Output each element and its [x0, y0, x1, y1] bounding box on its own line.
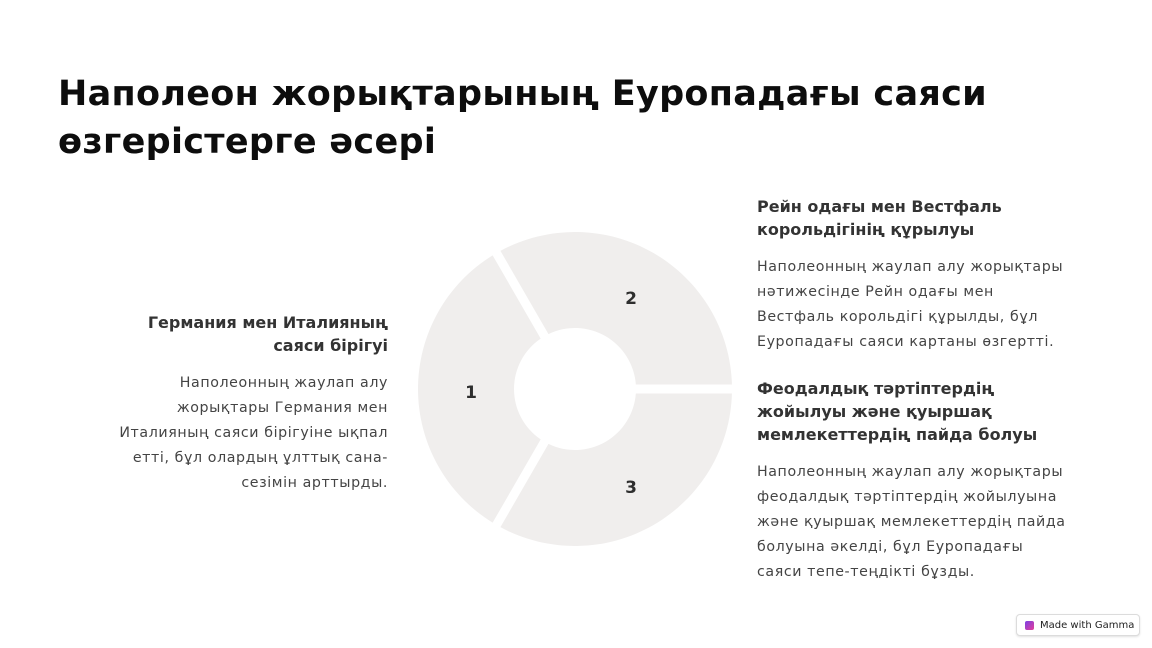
body-line: сезімін арттырды.: [241, 475, 388, 491]
segment-number-3: 3: [625, 478, 637, 498]
body-line: етті, бұл олардың ұлттық сана-: [132, 450, 388, 466]
donut-segment-2: [500, 232, 732, 385]
body-line: жорықтары Германия мен: [176, 400, 388, 416]
segment-number-1: 1: [465, 383, 477, 403]
body-line: Италияның саяси бірігуіне ықпал: [119, 425, 388, 441]
item-2-heading: [757, 195, 1107, 241]
body-line: және қуыршақ мемлекеттердің пайда: [757, 514, 1066, 530]
segment-number-2: 2: [625, 289, 637, 309]
body-line: Еуропадағы саяси картаны өзгертті.: [757, 334, 1055, 350]
heading-line: саяси бірігуі: [273, 336, 388, 355]
body-line: Вестфаль корольдігі құрылды, бұл: [757, 309, 1038, 325]
item-1-heading: [70, 311, 388, 357]
donut-segment-1: [418, 255, 541, 522]
heading-line: жойылуы және қуыршақ: [757, 402, 992, 421]
body-line: Наполеонның жаулап алу: [179, 375, 388, 391]
item-3-block: [757, 377, 1107, 585]
body-line: нәтижесінде Рейн одағы мен: [757, 284, 994, 300]
body-line: саяси тепе-теңдікті бұзды.: [757, 564, 975, 580]
badge-label: Made with Gamma: [1040, 619, 1135, 631]
made-with-gamma-badge[interactable]: [1016, 614, 1140, 636]
heading-line: Феодалдық тәртіптердің: [757, 379, 995, 398]
item-1-body: [70, 371, 388, 496]
item-1-block: [70, 311, 388, 496]
title-line: Наполеон жорықтарының Еуропадағы саяси: [58, 74, 988, 114]
heading-line: Германия мен Италияның: [147, 313, 388, 332]
item-2-block: [757, 195, 1107, 355]
donut-segment-3: [500, 393, 732, 546]
item-2-body: [757, 255, 1107, 355]
body-line: Наполеонның жаулап алу жорықтары: [757, 259, 1064, 275]
heading-line: мемлекеттердің пайда болуы: [757, 425, 1038, 444]
heading-line: Рейн одағы мен Вестфаль: [757, 197, 1002, 216]
item-3-heading: [757, 377, 1107, 446]
body-line: феодалдық тәртіптердің жойылуына: [757, 489, 1058, 505]
title-line: өзгерістерге әсері: [58, 122, 437, 162]
body-line: Наполеонның жаулап алу жорықтары: [757, 464, 1064, 480]
gamma-logo-icon: [1025, 621, 1034, 630]
heading-line: корольдігінің құрылуы: [757, 220, 975, 239]
item-3-body: [757, 460, 1107, 585]
body-line: болуына әкелді, бұл Еуропадағы: [757, 539, 1024, 555]
